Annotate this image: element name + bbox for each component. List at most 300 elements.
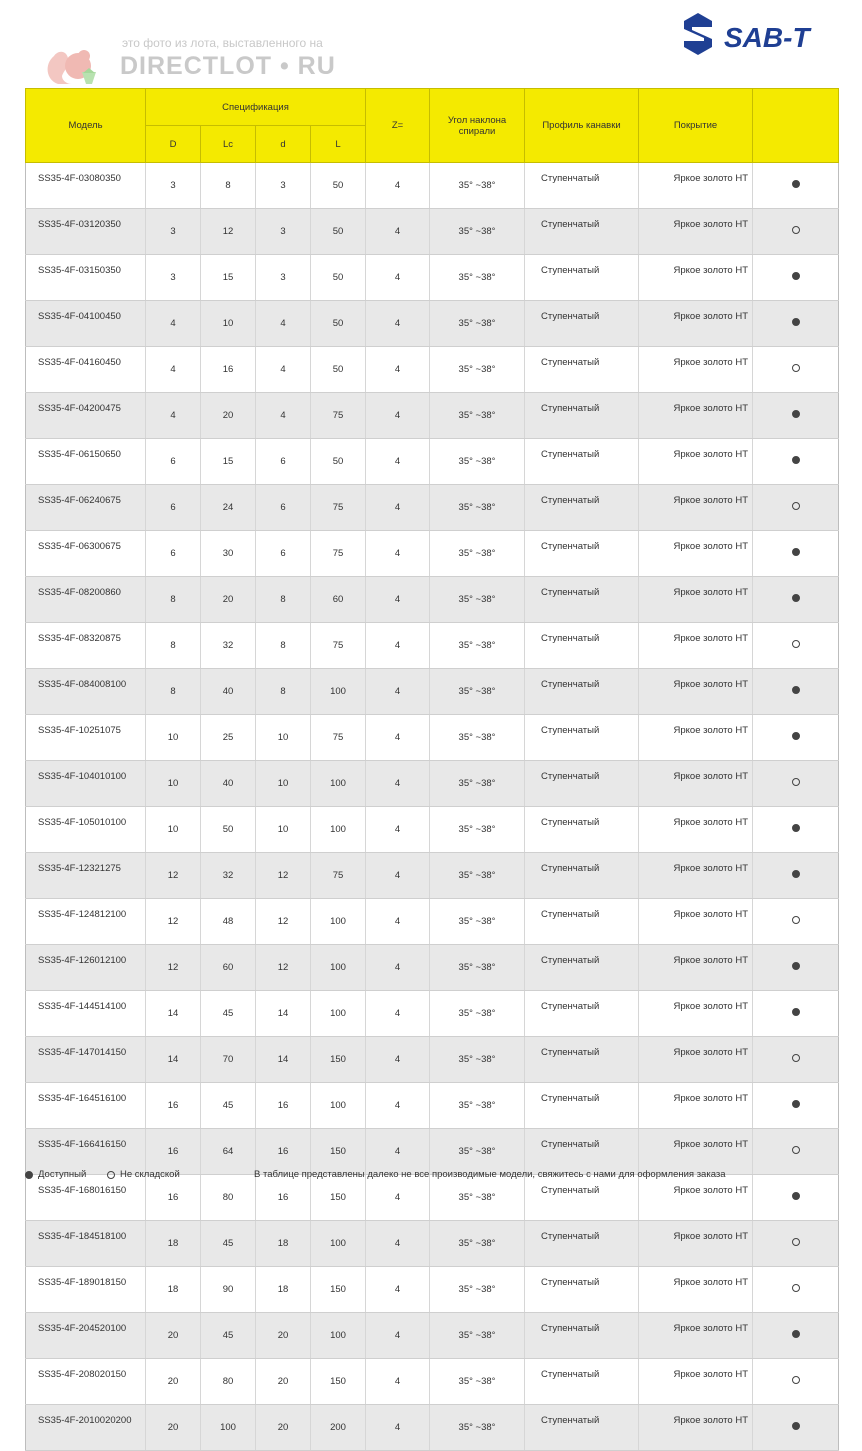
legend-not-in-stock-label: Не складской (120, 1169, 180, 1180)
cell-helix: 35° ~38° (430, 1221, 525, 1267)
cell-z: 4 (366, 669, 430, 715)
table-row (26, 1267, 839, 1313)
cell-d: 12 (146, 853, 201, 899)
cell-coating: Яркое золото НТ (639, 761, 753, 807)
filled-circle-icon (792, 1008, 800, 1016)
cell-d: 6 (146, 531, 201, 577)
cell-d: 12 (256, 945, 311, 991)
table-row (26, 255, 839, 301)
cell-profile: Ступенчатый (525, 209, 639, 255)
filled-circle-icon (792, 962, 800, 970)
cell-d: 8 (146, 577, 201, 623)
cell-lc: 15 (201, 255, 256, 301)
table-row (26, 301, 839, 347)
cell-z: 4 (366, 577, 430, 623)
cell-profile: Ступенчатый (525, 623, 639, 669)
cell-d: 10 (256, 807, 311, 853)
cell-z: 4 (366, 715, 430, 761)
cell-d: 16 (256, 1129, 311, 1175)
cell-model: SS35-4F-164516100 (26, 1083, 146, 1129)
cell-l: 50 (311, 347, 366, 393)
cell-helix: 35° ~38° (430, 623, 525, 669)
empty-circle-icon (792, 1146, 800, 1154)
cell-helix: 35° ~38° (430, 1083, 525, 1129)
cell-helix: 35° ~38° (430, 301, 525, 347)
filled-circle-icon (792, 456, 800, 464)
legend-available (25, 1169, 86, 1180)
table-row (26, 1359, 839, 1405)
cell-d: 16 (256, 1175, 311, 1221)
cell-model: SS35-4F-124812100 (26, 899, 146, 945)
header-Lc: Lc (201, 126, 256, 163)
cell-model: SS35-4F-184518100 (26, 1221, 146, 1267)
cell-l: 100 (311, 991, 366, 1037)
cell-coating: Яркое золото НТ (639, 1405, 753, 1451)
cell-profile: Ступенчатый (525, 255, 639, 301)
table-row (26, 1037, 839, 1083)
watermark-brand: DIRECTLOT • RU (120, 52, 336, 80)
cell-helix: 35° ~38° (430, 485, 525, 531)
cell-lc: 24 (201, 485, 256, 531)
cell-z: 4 (366, 393, 430, 439)
cell-coating: Яркое золото НТ (639, 1083, 753, 1129)
cell-z: 4 (366, 623, 430, 669)
filled-circle-icon (792, 410, 800, 418)
cell-z: 4 (366, 531, 430, 577)
cell-lc: 15 (201, 439, 256, 485)
cell-coating: Яркое золото НТ (639, 1175, 753, 1221)
cell-d: 10 (146, 761, 201, 807)
cell-d: 20 (146, 1405, 201, 1451)
cell-d: 8 (146, 623, 201, 669)
table-row (26, 531, 839, 577)
cell-coating: Яркое золото НТ (639, 531, 753, 577)
cell-coating: Яркое золото НТ (639, 439, 753, 485)
cell-profile: Ступенчатый (525, 1359, 639, 1405)
cell-helix: 35° ~38° (430, 669, 525, 715)
cell-stock (753, 1129, 839, 1175)
cell-profile: Ступенчатый (525, 715, 639, 761)
cell-lc: 10 (201, 301, 256, 347)
cell-coating: Яркое золото НТ (639, 945, 753, 991)
cell-d: 3 (146, 255, 201, 301)
cell-d: 3 (256, 209, 311, 255)
cell-helix: 35° ~38° (430, 531, 525, 577)
table-row (26, 669, 839, 715)
cell-l: 75 (311, 485, 366, 531)
cell-helix: 35° ~38° (430, 715, 525, 761)
cell-d: 4 (146, 347, 201, 393)
cell-stock (753, 485, 839, 531)
cell-model: SS35-4F-06300675 (26, 531, 146, 577)
filled-circle-icon (792, 1192, 800, 1200)
cell-z: 4 (366, 163, 430, 209)
cell-coating: Яркое золото НТ (639, 393, 753, 439)
table-row (26, 1405, 839, 1451)
cell-stock (753, 255, 839, 301)
cell-d: 6 (146, 439, 201, 485)
cell-helix: 35° ~38° (430, 255, 525, 301)
table-row (26, 577, 839, 623)
cell-lc: 45 (201, 1083, 256, 1129)
cell-l: 150 (311, 1037, 366, 1083)
cell-helix: 35° ~38° (430, 1129, 525, 1175)
filled-circle-icon (25, 1171, 33, 1179)
cell-stock (753, 301, 839, 347)
header-stock (753, 89, 839, 163)
cell-z: 4 (366, 1221, 430, 1267)
cell-model: SS35-4F-204520100 (26, 1313, 146, 1359)
filled-circle-icon (792, 686, 800, 694)
cell-helix: 35° ~38° (430, 1175, 525, 1221)
cell-stock (753, 393, 839, 439)
cell-model: SS35-4F-147014150 (26, 1037, 146, 1083)
cell-l: 50 (311, 163, 366, 209)
cell-coating: Яркое золото НТ (639, 1313, 753, 1359)
cell-helix: 35° ~38° (430, 209, 525, 255)
cell-profile: Ступенчатый (525, 853, 639, 899)
cell-l: 100 (311, 945, 366, 991)
cell-coating: Яркое золото НТ (639, 1267, 753, 1313)
cell-helix: 35° ~38° (430, 439, 525, 485)
cell-d: 16 (146, 1129, 201, 1175)
squirrel-logo-icon (40, 40, 110, 90)
cell-lc: 45 (201, 1221, 256, 1267)
cell-profile: Ступенчатый (525, 1267, 639, 1313)
cell-model: SS35-4F-208020150 (26, 1359, 146, 1405)
cell-d: 3 (256, 255, 311, 301)
header-L: L (311, 126, 366, 163)
filled-circle-icon (792, 180, 800, 188)
cell-coating: Яркое золото НТ (639, 899, 753, 945)
cell-model: SS35-4F-2010020200 (26, 1405, 146, 1451)
cell-model: SS35-4F-06150650 (26, 439, 146, 485)
table-row (26, 623, 839, 669)
cell-profile: Ступенчатый (525, 1129, 639, 1175)
filled-circle-icon (792, 318, 800, 326)
cell-lc: 64 (201, 1129, 256, 1175)
cell-helix: 35° ~38° (430, 1267, 525, 1313)
cell-d: 4 (256, 347, 311, 393)
cell-stock (753, 853, 839, 899)
cell-lc: 25 (201, 715, 256, 761)
cell-stock (753, 807, 839, 853)
cell-d: 20 (256, 1359, 311, 1405)
cell-lc: 70 (201, 1037, 256, 1083)
cell-d: 4 (256, 393, 311, 439)
cell-d: 6 (256, 439, 311, 485)
cell-l: 100 (311, 807, 366, 853)
cell-helix: 35° ~38° (430, 761, 525, 807)
brand-logo (681, 12, 841, 56)
cell-d: 10 (256, 761, 311, 807)
cell-stock (753, 1405, 839, 1451)
header-z: Z= (366, 89, 430, 163)
cell-d: 14 (146, 991, 201, 1037)
product-table (25, 88, 839, 1451)
cell-coating: Яркое золото НТ (639, 715, 753, 761)
cell-helix: 35° ~38° (430, 577, 525, 623)
table-row (26, 761, 839, 807)
header-spec: Спецификация (146, 89, 366, 126)
cell-coating: Яркое золото НТ (639, 347, 753, 393)
cell-z: 4 (366, 991, 430, 1037)
cell-model: SS35-4F-168016150 (26, 1175, 146, 1221)
cell-z: 4 (366, 945, 430, 991)
cell-z: 4 (366, 1175, 430, 1221)
cell-profile: Ступенчатый (525, 485, 639, 531)
cell-lc: 90 (201, 1267, 256, 1313)
cell-helix: 35° ~38° (430, 393, 525, 439)
cell-lc: 48 (201, 899, 256, 945)
cell-model: SS35-4F-08200860 (26, 577, 146, 623)
empty-circle-icon (107, 1171, 115, 1179)
cell-model: SS35-4F-105010100 (26, 807, 146, 853)
cell-d: 20 (256, 1405, 311, 1451)
cell-d: 18 (146, 1221, 201, 1267)
cell-d: 4 (146, 393, 201, 439)
cell-l: 150 (311, 1129, 366, 1175)
cell-stock (753, 439, 839, 485)
cell-model: SS35-4F-04160450 (26, 347, 146, 393)
table-row (26, 485, 839, 531)
cell-model: SS35-4F-189018150 (26, 1267, 146, 1313)
sab-t-s-icon (681, 12, 715, 56)
cell-coating: Яркое золото НТ (639, 1129, 753, 1175)
cell-d: 6 (256, 485, 311, 531)
cell-l: 100 (311, 1221, 366, 1267)
header-d: d (256, 126, 311, 163)
cell-lc: 60 (201, 945, 256, 991)
cell-z: 4 (366, 899, 430, 945)
cell-model: SS35-4F-144514100 (26, 991, 146, 1037)
table-row (26, 1313, 839, 1359)
cell-d: 20 (256, 1313, 311, 1359)
header-helix: Угол наклона спирали (430, 89, 525, 163)
cell-stock (753, 163, 839, 209)
cell-coating: Яркое золото НТ (639, 991, 753, 1037)
cell-stock (753, 761, 839, 807)
cell-l: 100 (311, 761, 366, 807)
cell-helix: 35° ~38° (430, 1405, 525, 1451)
cell-model: SS35-4F-04200475 (26, 393, 146, 439)
cell-d: 10 (256, 715, 311, 761)
cell-d: 18 (256, 1267, 311, 1313)
cell-model: SS35-4F-12321275 (26, 853, 146, 899)
cell-profile: Ступенчатый (525, 439, 639, 485)
cell-d: 14 (256, 1037, 311, 1083)
cell-stock (753, 899, 839, 945)
cell-profile: Ступенчатый (525, 991, 639, 1037)
cell-l: 75 (311, 853, 366, 899)
cell-lc: 20 (201, 393, 256, 439)
cell-stock (753, 1083, 839, 1129)
cell-lc: 8 (201, 163, 256, 209)
cell-model: SS35-4F-166416150 (26, 1129, 146, 1175)
cell-d: 8 (256, 577, 311, 623)
cell-d: 16 (256, 1083, 311, 1129)
cell-profile: Ступенчатый (525, 945, 639, 991)
table-row (26, 853, 839, 899)
cell-stock (753, 209, 839, 255)
cell-d: 3 (146, 209, 201, 255)
cell-l: 75 (311, 623, 366, 669)
cell-profile: Ступенчатый (525, 347, 639, 393)
cell-l: 150 (311, 1175, 366, 1221)
cell-lc: 32 (201, 853, 256, 899)
cell-profile: Ступенчатый (525, 1083, 639, 1129)
cell-coating: Яркое золото НТ (639, 209, 753, 255)
cell-stock (753, 1267, 839, 1313)
filled-circle-icon (792, 870, 800, 878)
cell-z: 4 (366, 1359, 430, 1405)
cell-z: 4 (366, 1037, 430, 1083)
table-row (26, 439, 839, 485)
cell-coating: Яркое золото НТ (639, 485, 753, 531)
cell-d: 10 (146, 715, 201, 761)
empty-circle-icon (792, 778, 800, 786)
cell-z: 4 (366, 1129, 430, 1175)
cell-z: 4 (366, 485, 430, 531)
cell-z: 4 (366, 1267, 430, 1313)
cell-helix: 35° ~38° (430, 991, 525, 1037)
cell-lc: 20 (201, 577, 256, 623)
cell-coating: Яркое золото НТ (639, 255, 753, 301)
cell-helix: 35° ~38° (430, 1359, 525, 1405)
header-D: D (146, 126, 201, 163)
filled-circle-icon (792, 1100, 800, 1108)
cell-lc: 16 (201, 347, 256, 393)
filled-circle-icon (792, 824, 800, 832)
legend (25, 1169, 838, 1183)
cell-model: SS35-4F-06240675 (26, 485, 146, 531)
cell-helix: 35° ~38° (430, 347, 525, 393)
cell-d: 20 (146, 1313, 201, 1359)
empty-circle-icon (792, 364, 800, 372)
cell-helix: 35° ~38° (430, 853, 525, 899)
cell-d: 12 (146, 945, 201, 991)
cell-profile: Ступенчатый (525, 807, 639, 853)
cell-model: SS35-4F-08320875 (26, 623, 146, 669)
cell-profile: Ступенчатый (525, 669, 639, 715)
cell-z: 4 (366, 347, 430, 393)
cell-z: 4 (366, 761, 430, 807)
cell-l: 150 (311, 1359, 366, 1405)
empty-circle-icon (792, 640, 800, 648)
cell-d: 4 (256, 301, 311, 347)
cell-z: 4 (366, 209, 430, 255)
cell-z: 4 (366, 1313, 430, 1359)
cell-lc: 45 (201, 1313, 256, 1359)
filled-circle-icon (792, 594, 800, 602)
cell-d: 3 (146, 163, 201, 209)
header-coating: Покрытие (639, 89, 753, 163)
cell-profile: Ступенчатый (525, 1037, 639, 1083)
cell-coating: Яркое золото НТ (639, 163, 753, 209)
table-row (26, 1083, 839, 1129)
cell-profile: Ступенчатый (525, 531, 639, 577)
cell-profile: Ступенчатый (525, 899, 639, 945)
cell-profile: Ступенчатый (525, 1221, 639, 1267)
cell-d: 8 (146, 669, 201, 715)
cell-l: 60 (311, 577, 366, 623)
cell-stock (753, 991, 839, 1037)
cell-stock (753, 347, 839, 393)
cell-model: SS35-4F-126012100 (26, 945, 146, 991)
cell-d: 4 (146, 301, 201, 347)
cell-lc: 12 (201, 209, 256, 255)
cell-d: 16 (146, 1083, 201, 1129)
cell-lc: 45 (201, 991, 256, 1037)
table-row (26, 163, 839, 209)
cell-stock (753, 531, 839, 577)
empty-circle-icon (792, 1284, 800, 1292)
cell-d: 8 (256, 623, 311, 669)
empty-circle-icon (792, 226, 800, 234)
cell-stock (753, 577, 839, 623)
cell-l: 100 (311, 1083, 366, 1129)
cell-d: 14 (146, 1037, 201, 1083)
cell-coating: Яркое золото НТ (639, 1221, 753, 1267)
cell-d: 6 (256, 531, 311, 577)
cell-model: SS35-4F-03120350 (26, 209, 146, 255)
cell-lc: 30 (201, 531, 256, 577)
table-row (26, 1221, 839, 1267)
cell-model: SS35-4F-084008100 (26, 669, 146, 715)
watermark (40, 36, 350, 92)
cell-profile: Ступенчатый (525, 1405, 639, 1451)
cell-d: 12 (256, 899, 311, 945)
cell-d: 10 (146, 807, 201, 853)
cell-d: 20 (146, 1359, 201, 1405)
cell-coating: Яркое золото НТ (639, 301, 753, 347)
cell-lc: 40 (201, 669, 256, 715)
cell-l: 50 (311, 439, 366, 485)
cell-l: 150 (311, 1267, 366, 1313)
filled-circle-icon (792, 732, 800, 740)
cell-lc: 50 (201, 807, 256, 853)
cell-z: 4 (366, 1405, 430, 1451)
table-row (26, 991, 839, 1037)
cell-stock (753, 623, 839, 669)
cell-d: 8 (256, 669, 311, 715)
header-profile: Профиль канавки (525, 89, 639, 163)
cell-lc: 80 (201, 1359, 256, 1405)
cell-l: 100 (311, 899, 366, 945)
cell-z: 4 (366, 807, 430, 853)
filled-circle-icon (792, 1330, 800, 1338)
cell-l: 50 (311, 301, 366, 347)
table-row (26, 347, 839, 393)
brand-name: SAB-T (724, 22, 810, 53)
legend-not-in-stock (107, 1169, 180, 1180)
cell-stock (753, 1221, 839, 1267)
cell-d: 12 (146, 899, 201, 945)
cell-z: 4 (366, 255, 430, 301)
cell-d: 18 (146, 1267, 201, 1313)
cell-d: 3 (256, 163, 311, 209)
legend-available-label: Доступный (38, 1169, 87, 1180)
cell-d: 12 (256, 853, 311, 899)
table-row (26, 393, 839, 439)
cell-profile: Ступенчатый (525, 163, 639, 209)
cell-stock (753, 1037, 839, 1083)
filled-circle-icon (792, 272, 800, 280)
cell-model: SS35-4F-04100450 (26, 301, 146, 347)
cell-helix: 35° ~38° (430, 1037, 525, 1083)
header-model: Модель (26, 89, 146, 163)
cell-d: 18 (256, 1221, 311, 1267)
